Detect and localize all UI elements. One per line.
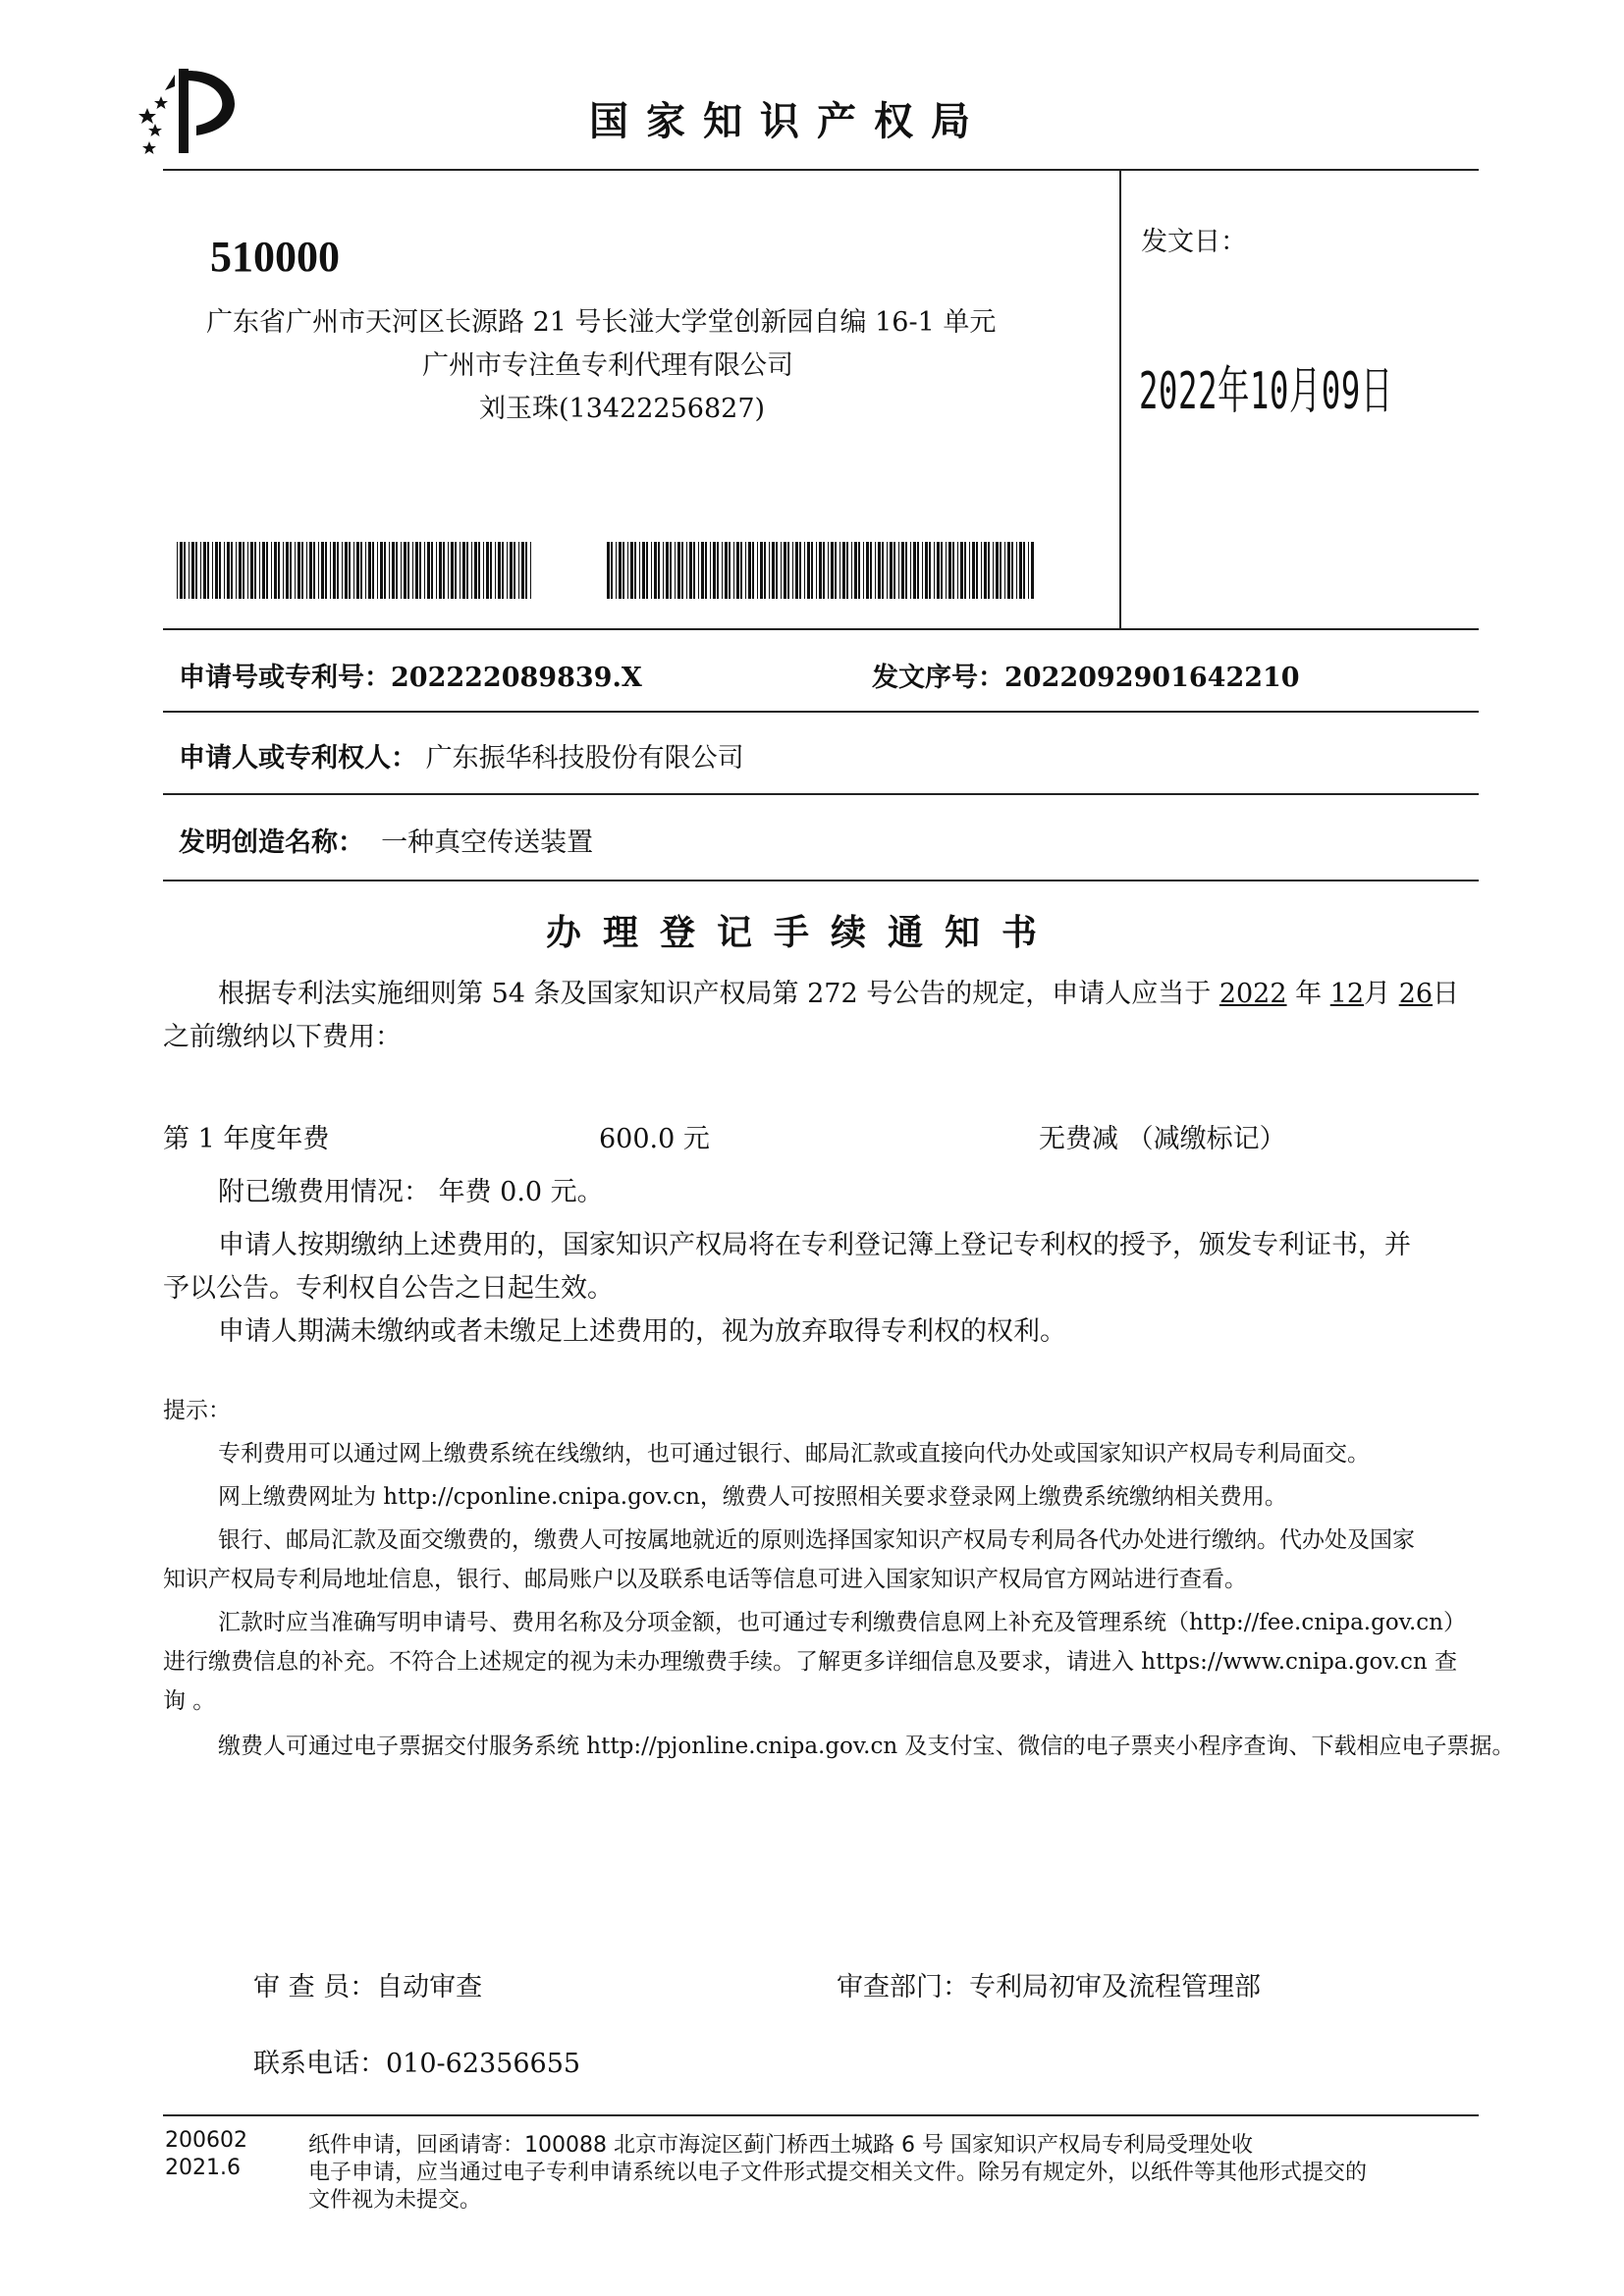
day-char: 日 xyxy=(1433,979,1460,1009)
barcode xyxy=(177,542,532,599)
recipient-agency: 广州市专注鱼专利代理有限公司 xyxy=(422,350,793,381)
divider xyxy=(163,169,1479,171)
notice-intro-line1 xyxy=(218,972,1459,1010)
invention-name: 一种真空传送装置 xyxy=(381,828,594,858)
tip-3-line1: 银行、邮局汇款及面交缴费的，缴费人可按属地就近的原则选择国家知识产权局专利局各代办处进行缴纳。代办处及国家 xyxy=(218,1527,1415,1553)
serial-number-row xyxy=(872,656,1300,694)
tip-4-line2: 进行缴费信息的补充。不符合上述规定的视为未办理缴费手续。了解更多详细信息及要求，请进入 https://www.cnipa.gov.cn 查 xyxy=(163,1649,1457,1675)
invention-label: 发明创造名称： xyxy=(179,828,364,858)
divider xyxy=(163,793,1479,795)
notice-title: 办理登记手续通知书 xyxy=(546,912,1059,953)
examiner: 审 查 员：自动审查 xyxy=(253,1972,483,2002)
month-char: 月 xyxy=(1364,979,1391,1009)
para1-line1: 申请人按期缴纳上述费用的，国家知识产权局将在专利登记簿上登记专利权的授予，颁发专利证书，并 xyxy=(218,1230,1411,1260)
applicant-name: 广东振华科技股份有限公司 xyxy=(425,743,744,774)
tip-3-line2: 知识产权局专利局地址信息，银行、邮局账户以及联系电话等信息可进入国家知识产权局官方网站进行查看。 xyxy=(163,1567,1247,1592)
star-icon xyxy=(138,108,156,124)
form-version: 2021.6 xyxy=(165,2156,241,2180)
divider xyxy=(163,880,1479,881)
tip-4-line1: 汇款时应当准确写明申请号、费用名称及分项金额，也可通过专利缴费信息网上补充及管理系统（http://fee.cnipa.gov.cn） xyxy=(218,1610,1466,1635)
intro-text: 根据专利法实施细则第 54 条及国家知识产权局第 272 号公告的规定，申请人应当于 xyxy=(218,979,1212,1009)
footer-line1: 纸件申请，回函请寄：100088 北京市海淀区蓟门桥西土城路 6 号 国家知识产权局专利局受理处收 xyxy=(308,2133,1253,2158)
para2: 申请人期满未缴纳或者未缴足上述费用的，视为放弃取得专利权的权利。 xyxy=(218,1316,1066,1347)
tip-5: 缴费人可通过电子票据交付服务系统 http://pjonline.cnipa.gov.cn 及支付宝、微信的电子票夹小程序查询、下载相应电子票据。 xyxy=(218,1734,1515,1759)
application-number-row xyxy=(179,656,642,694)
contact-phone: 联系电话：010-62356655 xyxy=(253,2049,581,2079)
office-name: 国家知识产权局 xyxy=(589,98,988,144)
divider xyxy=(163,711,1479,713)
fee-name: 第 1 年度年费 xyxy=(163,1124,330,1154)
tip-1: 专利费用可以通过网上缴费系统在线缴纳，也可通过银行、邮局汇款或直接向代办处或国家知识产权局专利局面交。 xyxy=(218,1441,1370,1467)
star-icon xyxy=(148,124,162,136)
issue-date: 2022年10月09日 xyxy=(1139,362,1393,421)
postcode: 510000 xyxy=(210,233,340,281)
issue-date-label: 发文日： xyxy=(1141,227,1247,257)
barcode xyxy=(607,542,1035,599)
fee-reduction: 无费减 （减缴标记） xyxy=(1039,1124,1286,1154)
tips-heading: 提示： xyxy=(163,1398,231,1423)
applicant-row xyxy=(179,736,744,774)
serial-number-label: 发文序号： xyxy=(872,663,1004,693)
star-icon xyxy=(154,96,168,109)
cnipa-logo xyxy=(135,61,263,155)
notice-intro-line2: 之前缴纳以下费用： xyxy=(163,1022,402,1052)
fee-amount: 600.0 元 xyxy=(599,1124,710,1154)
para1-line2: 予以公告。专利权自公告之日起生效。 xyxy=(163,1273,614,1304)
form-code: 200602 xyxy=(165,2128,247,2153)
application-number-label: 申请号或专利号： xyxy=(179,663,391,693)
paid-fees: 附已缴费用情况： 年费 0.0 元。 xyxy=(218,1177,604,1207)
recipient-address: 广东省广州市天河区长源路 21 号长湴大学堂创新园自编 16-1 单元 xyxy=(206,307,997,338)
divider xyxy=(163,2114,1479,2116)
department: 审查部门：专利局初审及流程管理部 xyxy=(837,1972,1261,2002)
deadline-year: 2022 xyxy=(1218,979,1287,1009)
year-char: 年 xyxy=(1295,979,1323,1009)
divider xyxy=(163,628,1479,630)
divider xyxy=(1119,169,1121,628)
deadline-day: 26 xyxy=(1398,979,1434,1009)
star-icon xyxy=(142,141,156,154)
invention-row xyxy=(179,821,593,859)
deadline-month: 12 xyxy=(1329,979,1365,1009)
tip-2: 网上缴费网址为 http://cponline.cnipa.gov.cn，缴费人可按照相关要求登录网上缴费系统缴纳相关费用。 xyxy=(218,1484,1287,1510)
application-number: 202222089839.X xyxy=(391,663,642,693)
recipient-contact: 刘玉珠(13422256827) xyxy=(479,394,766,424)
tip-4-line3: 询 。 xyxy=(163,1688,216,1714)
footer-line3: 文件视为未提交。 xyxy=(308,2188,482,2213)
applicant-label: 申请人或专利权人： xyxy=(179,743,417,774)
footer-line2: 电子申请，应当通过电子专利申请系统以电子文件形式提交相关文件。除另有规定外，以纸件等其他形式提交的 xyxy=(308,2161,1368,2185)
serial-number: 2022092901642210 xyxy=(1004,663,1300,693)
